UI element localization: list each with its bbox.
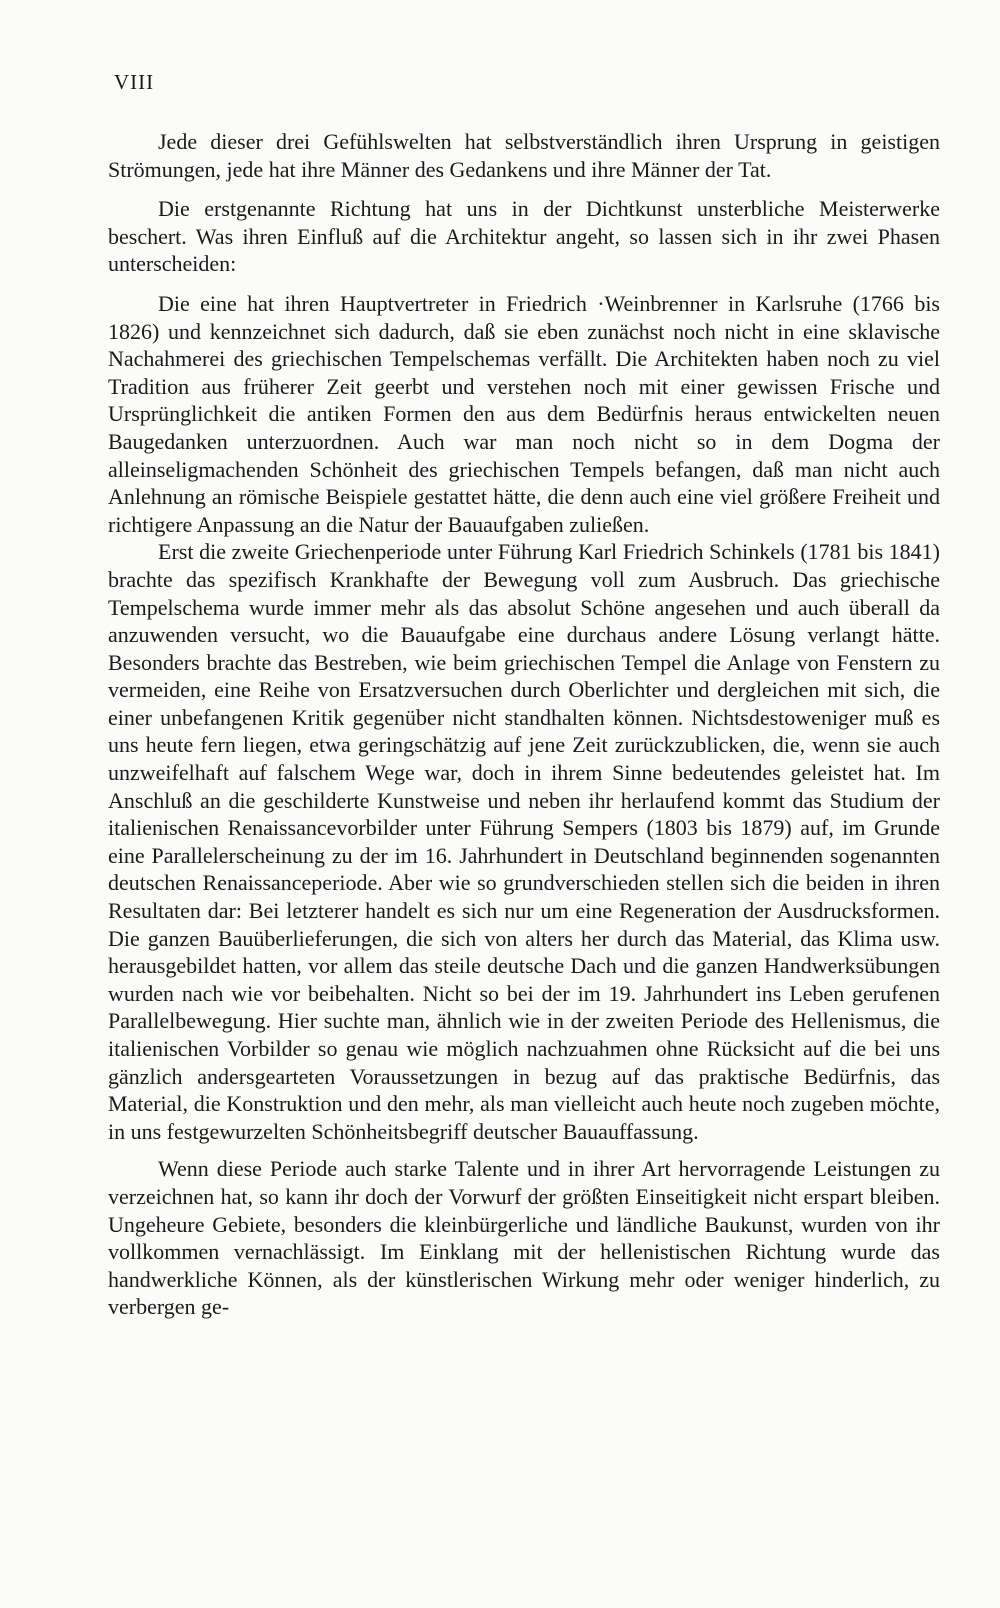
paragraph: Erst die zweite Griechenperiode unter Führung Karl Friedrich Schinkels (1781 bis 1841) brachte das spezifisch Krankhafte der Bewegung voll zum Ausbruch. Das griechische Tempelschema wurde immer mehr als das absolut Schöne angesehen und auch überall da anzuwenden versucht, wo die Bauaufgabe eine durchaus andere Lösung verlangt hätte. Besonders brachte das Bestreben, wie beim griechischen Tempel die Anlage von Fenstern zu vermeiden, eine Reihe von Ersatzversuchen durch Oberlichter und dergleichen mit sich, die einer unbefangenen Kritik gegenüber nicht standhalten können. Nichtsdestoweniger muß es uns heute fern liegen, etwa geringschätzig auf jene Zeit zurückzublicken, die, wenn sie auch unzweifelhaft auf falschem Wege war, doch in ihrem Sinne bedeutendes geleistet hat. Im Anschluß an die geschilderte Kunstweise und neben ihr herlaufend kommt das Studium der italienischen Renaissancevorbilder unter Führung Sempers (1803 bis 1879) auf, im Grunde eine Parallelerscheinung zu der im 16. Jahrhundert in Deutschland beginnenden sogenannten deutschen Renaissanceperiode. Aber wie so grundverschieden stellen sich die beiden in ihren Resultaten dar: Bei letzterer handelt es sich nur um eine Regeneration der Ausdrucksformen. Die ganzen Bauüberlieferungen, die sich von alters her durch das Material, das Klima usw. herausgebildet hatten, vor allem das steile deutsche Dach und die ganzen Handwerksübungen wurden nach wie vor beibehalten. Nicht so bei der im 19. Jahrhundert ins Leben gerufenen Parallelbewegung. Hier suchte man, ähnlich wie in der zweiten Periode des Hellenismus, die italienischen Vorbilder so genau wie möglich nachzuahmen ohne Rücksicht auf die bei uns gänzlich andersgearteten Voraussetzungen in bezug auf das praktische Bedürfnis, das Material, die Konstruktion und den mehr, als man vielleicht auch heute noch zugeben möchte, in uns festgewurzelten Schönheitsbegriff deutscher Bauauffassung. [108, 539, 940, 1144]
paragraph: Die erstgenannte Richtung hat uns in der Dichtkunst unsterbliche Meisterwerke beschert. Was ihren Einfluß auf die Architektur angeht, so lassen sich in ihr zwei Phasen unterscheiden: [108, 196, 940, 277]
page-number: VIII [114, 70, 155, 94]
body-text [108, 128, 940, 1321]
paragraph: Jede dieser drei Gefühlswelten hat selbstverständlich ihren Ursprung in geistigen Strömungen, jede hat ihre Männer des Gedankens und ihre Männer der Tat. [108, 129, 940, 182]
paragraph: Die eine hat ihren Hauptvertreter in Friedrich ·Weinbrenner in Karlsruhe (1766 bis 1826) und kennzeichnet sich dadurch, daß sie eben zunächst noch nicht in eine sklavische Nachahmerei des griechischen Tempelschemas verfällt. Die Architekten haben noch zu viel Tradition aus früherer Zeit geerbt und verstehen noch mit einer gewissen Frische und Ursprünglichkeit die antiken Formen den aus dem Bedürfnis heraus entwickelten neuen Baugedanken unterzuordnen. Auch war man noch nicht so in dem Dogma der alleinseligmachenden Schönheit des griechischen Tempels befangen, daß man nicht auch Anlehnung an römische Beispiele gestattet hätte, die denn auch eine viel größere Freiheit und richtigere Anpassung an die Natur der Bauaufgaben zuließen. [108, 290, 940, 537]
paragraph: Wenn diese Periode auch starke Talente und in ihrer Art hervorragende Leistungen zu verzeichnen hat, so kann ihr doch der Vorwurf der größten Einseitigkeit nicht erspart bleiben. Ungeheure Gebiete, besonders die kleinbürgerliche und ländliche Baukunst, wurden von ihr vollkommen vernachlässigt. Im Einklang mit der hellenistischen Richtung wurde das handwerkliche Können, als der künstlerischen Wirkung mehr oder weniger hinderlich, zu verbergen ge- [108, 1156, 940, 1320]
